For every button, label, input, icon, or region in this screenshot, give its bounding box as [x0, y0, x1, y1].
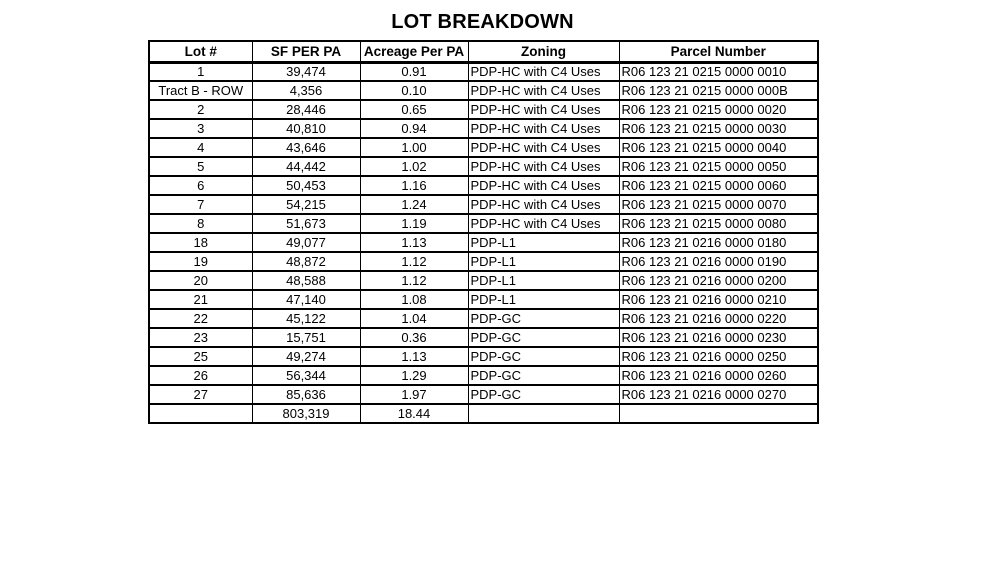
cell-acreage-per-pa: 0.10 [360, 81, 468, 100]
header-sf-per-pa: SF PER PA [252, 41, 360, 62]
table-row [149, 328, 818, 347]
table-row [149, 309, 818, 328]
cell-sf-per-pa: 48,872 [252, 252, 360, 271]
cell-parcel-number: R06 123 21 0216 0000 0260 [619, 366, 818, 385]
cell-acreage-per-pa: 0.65 [360, 100, 468, 119]
cell-sf-per-pa: 39,474 [252, 62, 360, 81]
cell-sf-per-pa: 45,122 [252, 309, 360, 328]
table-row [149, 366, 818, 385]
cell-zoning: PDP-HC with C4 Uses [468, 138, 619, 157]
cell-parcel-number: R06 123 21 0215 0000 0030 [619, 119, 818, 138]
cell-zoning: PDP-GC [468, 309, 619, 328]
cell-acreage-per-pa: 1.02 [360, 157, 468, 176]
cell-sf-per-pa: 49,274 [252, 347, 360, 366]
cell-sf-per-pa: 51,673 [252, 214, 360, 233]
cell-zoning: PDP-HC with C4 Uses [468, 176, 619, 195]
cell-acreage-per-pa: 1.04 [360, 309, 468, 328]
cell-sf-per-pa: 43,646 [252, 138, 360, 157]
table-row [149, 119, 818, 138]
table-row [149, 271, 818, 290]
header-parcel-number: Parcel Number [619, 41, 818, 62]
cell-sf-per-pa: 803,319 [252, 404, 360, 423]
cell-lot-number [149, 404, 252, 423]
cell-lot-number: 25 [149, 347, 252, 366]
cell-acreage-per-pa: 0.36 [360, 328, 468, 347]
cell-acreage-per-pa: 0.91 [360, 62, 468, 81]
cell-lot-number: 1 [149, 62, 252, 81]
cell-sf-per-pa: 28,446 [252, 100, 360, 119]
cell-acreage-per-pa: 1.13 [360, 233, 468, 252]
cell-zoning: PDP-HC with C4 Uses [468, 195, 619, 214]
cell-sf-per-pa: 40,810 [252, 119, 360, 138]
table-row [149, 233, 818, 252]
cell-acreage-per-pa: 1.13 [360, 347, 468, 366]
cell-zoning: PDP-HC with C4 Uses [468, 157, 619, 176]
lot-breakdown-table [148, 40, 819, 424]
cell-sf-per-pa: 85,636 [252, 385, 360, 404]
cell-sf-per-pa: 49,077 [252, 233, 360, 252]
cell-parcel-number: R06 123 21 0216 0000 0220 [619, 309, 818, 328]
cell-zoning: PDP-L1 [468, 233, 619, 252]
header-lot-number: Lot # [149, 41, 252, 62]
header-zoning: Zoning [468, 41, 619, 62]
cell-lot-number: 26 [149, 366, 252, 385]
cell-parcel-number: R06 123 21 0215 0000 0080 [619, 214, 818, 233]
cell-lot-number: 20 [149, 271, 252, 290]
cell-parcel-number: R06 123 21 0216 0000 0270 [619, 385, 818, 404]
cell-lot-number: 4 [149, 138, 252, 157]
cell-parcel-number: R06 123 21 0215 0000 0020 [619, 100, 818, 119]
cell-parcel-number: R06 123 21 0216 0000 0180 [619, 233, 818, 252]
table-row [149, 214, 818, 233]
cell-parcel-number: R06 123 21 0215 0000 0070 [619, 195, 818, 214]
cell-sf-per-pa: 48,588 [252, 271, 360, 290]
cell-acreage-per-pa: 1.97 [360, 385, 468, 404]
cell-acreage-per-pa: 1.16 [360, 176, 468, 195]
cell-sf-per-pa: 4,356 [252, 81, 360, 100]
header-acreage-per-pa: Acreage Per PA [360, 41, 468, 62]
table-row [149, 385, 818, 404]
cell-parcel-number: R06 123 21 0215 0000 0010 [619, 62, 818, 81]
cell-acreage-per-pa: 1.24 [360, 195, 468, 214]
cell-acreage-per-pa: 0.94 [360, 119, 468, 138]
cell-parcel-number: R06 123 21 0216 0000 0200 [619, 271, 818, 290]
cell-zoning: PDP-GC [468, 366, 619, 385]
cell-parcel-number [619, 404, 818, 423]
cell-sf-per-pa: 44,442 [252, 157, 360, 176]
cell-acreage-per-pa: 18.44 [360, 404, 468, 423]
cell-parcel-number: R06 123 21 0215 0000 000B [619, 81, 818, 100]
cell-zoning: PDP-GC [468, 347, 619, 366]
table-row [149, 100, 818, 119]
cell-parcel-number: R06 123 21 0215 0000 0060 [619, 176, 818, 195]
cell-zoning [468, 404, 619, 423]
table-row [149, 195, 818, 214]
total-row [149, 404, 818, 423]
table-row [149, 138, 818, 157]
cell-parcel-number: R06 123 21 0216 0000 0210 [619, 290, 818, 309]
cell-acreage-per-pa: 1.19 [360, 214, 468, 233]
cell-zoning: PDP-HC with C4 Uses [468, 100, 619, 119]
table-row [149, 62, 818, 81]
cell-sf-per-pa: 54,215 [252, 195, 360, 214]
cell-lot-number: 2 [149, 100, 252, 119]
cell-acreage-per-pa: 1.12 [360, 271, 468, 290]
page-title: LOT BREAKDOWN [391, 11, 574, 33]
cell-lot-number: 3 [149, 119, 252, 138]
cell-zoning: PDP-GC [468, 385, 619, 404]
cell-lot-number: 22 [149, 309, 252, 328]
table-row [149, 252, 818, 271]
cell-zoning: PDP-HC with C4 Uses [468, 214, 619, 233]
cell-lot-number: 8 [149, 214, 252, 233]
cell-acreage-per-pa: 1.12 [360, 252, 468, 271]
cell-parcel-number: R06 123 21 0216 0000 0190 [619, 252, 818, 271]
cell-zoning: PDP-L1 [468, 290, 619, 309]
cell-lot-number: 7 [149, 195, 252, 214]
cell-sf-per-pa: 47,140 [252, 290, 360, 309]
cell-lot-number: 19 [149, 252, 252, 271]
cell-sf-per-pa: 15,751 [252, 328, 360, 347]
cell-parcel-number: R06 123 21 0215 0000 0040 [619, 138, 818, 157]
cell-lot-number: 23 [149, 328, 252, 347]
cell-sf-per-pa: 50,453 [252, 176, 360, 195]
cell-zoning: PDP-HC with C4 Uses [468, 62, 619, 81]
cell-zoning: PDP-GC [468, 328, 619, 347]
cell-zoning: PDP-HC with C4 Uses [468, 119, 619, 138]
cell-zoning: PDP-L1 [468, 252, 619, 271]
table-row [149, 176, 818, 195]
cell-lot-number: Tract B - ROW [149, 81, 252, 100]
cell-parcel-number: R06 123 21 0216 0000 0250 [619, 347, 818, 366]
header-row [149, 41, 818, 62]
cell-lot-number: 21 [149, 290, 252, 309]
cell-zoning: PDP-HC with C4 Uses [468, 81, 619, 100]
cell-acreage-per-pa: 1.00 [360, 138, 468, 157]
table-row [149, 347, 818, 366]
cell-zoning: PDP-L1 [468, 271, 619, 290]
cell-acreage-per-pa: 1.08 [360, 290, 468, 309]
table-row [149, 81, 818, 100]
cell-lot-number: 6 [149, 176, 252, 195]
cell-parcel-number: R06 123 21 0216 0000 0230 [619, 328, 818, 347]
cell-lot-number: 5 [149, 157, 252, 176]
cell-parcel-number: R06 123 21 0215 0000 0050 [619, 157, 818, 176]
table-row [149, 157, 818, 176]
cell-lot-number: 18 [149, 233, 252, 252]
table-row [149, 290, 818, 309]
cell-lot-number: 27 [149, 385, 252, 404]
cell-sf-per-pa: 56,344 [252, 366, 360, 385]
cell-acreage-per-pa: 1.29 [360, 366, 468, 385]
